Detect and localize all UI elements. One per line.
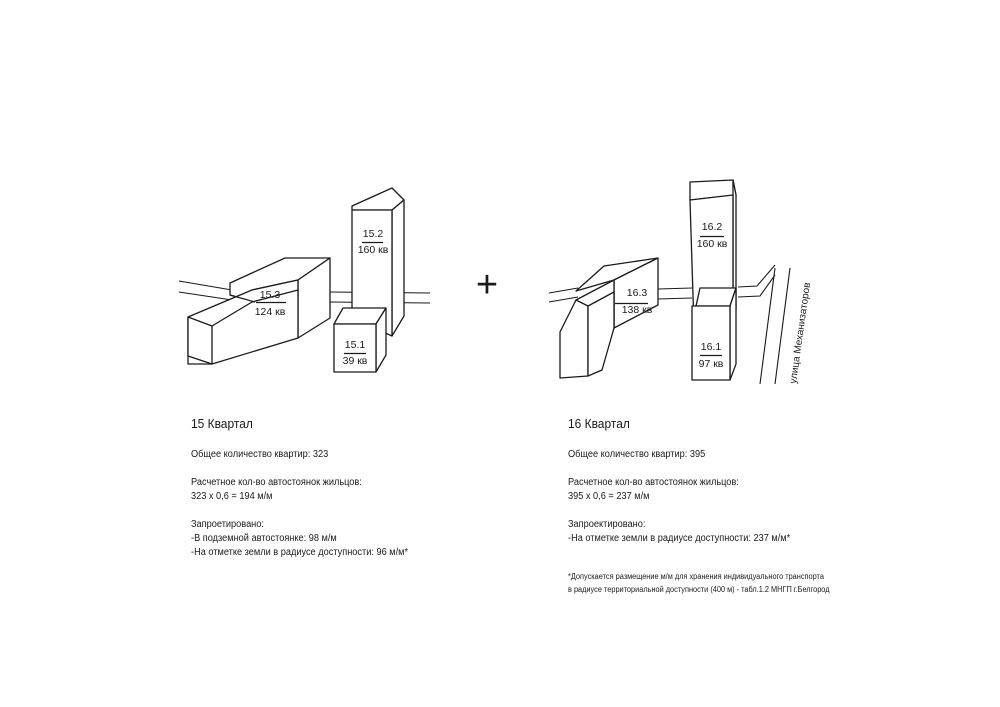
footnote — [568, 570, 830, 596]
street-edge — [760, 268, 790, 384]
block-16-title: 16 Квартал — [568, 416, 630, 431]
block-15-designed-label: Запроетировано: — [191, 519, 264, 530]
building-15-3-apartments: 124 кв — [254, 306, 286, 318]
building-15-1-apartments: 39 кв — [342, 355, 368, 367]
block-15-title: 15 Квартал — [191, 416, 253, 431]
block-16-designed-label: Запроектировано: — [568, 519, 646, 530]
block-16-designed-item: -На отметке земли в радиусе доступности: 237 м/м* — [568, 533, 791, 544]
block-15-info — [191, 416, 408, 574]
footnote-line: *Допускается размещение м/м для хранения индивидуального транспорта — [568, 572, 824, 581]
block-15-total-apartments: Общее количество квартир: 323 — [191, 449, 329, 460]
block-16-total-apartments: Общее количество квартир: 395 — [568, 449, 706, 460]
building-16-3-name: 16.3 — [626, 287, 648, 299]
block-15-designed-item: -В подземной автостоянке: 98 м/м — [191, 533, 337, 544]
building-16-2-apartments: 160 кв — [696, 238, 728, 250]
street-label: улица Механизаторов — [788, 281, 814, 385]
block-16-parking-calc-value: 395 х 0,6 = 237 м/м — [568, 491, 650, 502]
block-15-parking-calc-value: 323 х 0,6 = 194 м/м — [191, 491, 273, 502]
block-16-diagram — [549, 180, 813, 384]
block-15-designed-item: -На отметке земли в радиусе доступности: 96 м/м* — [191, 547, 409, 558]
building-16-3 — [560, 258, 658, 378]
block-16-info — [568, 416, 790, 560]
building-16-2-name: 16.2 — [701, 221, 723, 233]
block-16-parking-calc-label: Расчетное кол-во автостоянок жильцов: — [568, 477, 739, 488]
building-16-1-apartments: 97 кв — [698, 358, 724, 370]
building-15-1-name: 15.1 — [344, 339, 366, 351]
block-15-parking-calc-label: Расчетное кол-во автостоянок жильцов: — [191, 477, 362, 488]
block-15-diagram — [179, 188, 430, 372]
building-16-1-name: 16.1 — [700, 341, 722, 353]
building-15-2-apartments: 160 кв — [357, 244, 389, 256]
building-15-3-name: 15.3 — [259, 289, 281, 301]
plus-sign: + — [475, 264, 499, 306]
building-15-2-name: 15.2 — [362, 228, 384, 240]
building-16-3-apartments: 138 кв — [621, 304, 653, 316]
footnote-line: в радиусе территориальной доступности (400 м) - табл.1.2 МНГП г.Белгород — [568, 585, 830, 594]
